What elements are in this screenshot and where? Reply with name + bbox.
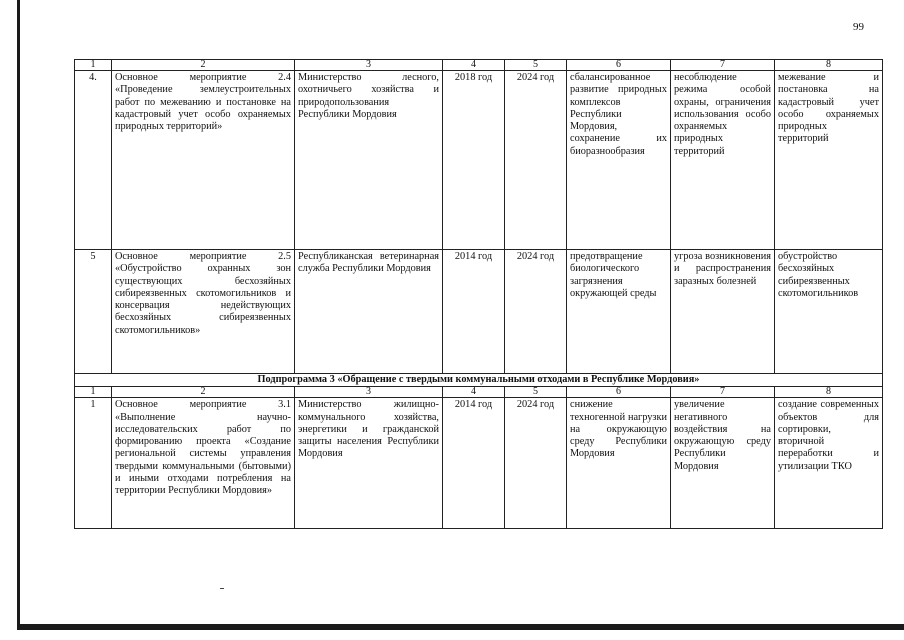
column-number: 6 (567, 60, 671, 71)
column-number: 7 (671, 60, 775, 71)
start-year: 2014 год (443, 250, 505, 374)
measures-table (74, 59, 883, 529)
measure-name: Основное мероприятие 2.5 «Обустройство охранных зон существующих бесхозяйных сибиреязвенных скотомогильников и консервация недействующих бесхозяйных сибиреязвенных скотомогильников» (112, 250, 295, 374)
expected-result: сбалансированное развитие природных комплексов Республики Мордовия, сохранение их биоразнообразия (567, 71, 671, 250)
column-number: 7 (671, 387, 775, 398)
end-year: 2024 год (505, 250, 567, 374)
column-number: 8 (775, 60, 883, 71)
column-number: 5 (505, 387, 567, 398)
subprogram-heading-row (75, 374, 883, 387)
column-number: 3 (295, 387, 443, 398)
scan-left-edge (17, 0, 20, 628)
non-implementation-consequences: угроза возникновения и распространения заразных болезней (671, 250, 775, 374)
table-row (75, 71, 883, 250)
expected-result: снижение техногенной нагрузки на окружающую среду Республики Мордовия (567, 398, 671, 529)
column-number: 4 (443, 387, 505, 398)
page-number: 99 (853, 21, 864, 33)
link-to-indicators: обустройство бесхозяйных сибиреязвенных скотомогильников (775, 250, 883, 374)
non-implementation-consequences: увеличение негативного воздействия на окружающую среду Республики Мордовия (671, 398, 775, 529)
scan-artifact (220, 588, 224, 589)
measure-name: Основное мероприятие 3.1 «Выполнение научно-исследовательских работ по формированию проекта «Создание региональной системы управления твердыми коммунальными (бытовыми) и иными отходами потребления на территории Республики Мордовия» (112, 398, 295, 529)
link-to-indicators: межевание и постановка на кадастровый учет особо охраняемых природных территорий (775, 71, 883, 250)
non-implementation-consequences: несоблюдение режима особой охраны, ограничения использования особо охраняемых природных территорий (671, 71, 775, 250)
column-number: 5 (505, 60, 567, 71)
responsible-executor: Министерство жилищно-коммунального хозяйства, энергетики и гражданской защиты населения Республики Мордовия (295, 398, 443, 529)
end-year: 2024 год (505, 398, 567, 529)
row-number: 5 (75, 250, 112, 374)
column-number: 1 (75, 387, 112, 398)
start-year: 2018 год (443, 71, 505, 250)
link-to-indicators: создание современных объектов для сортировки, вторичной переработки и утилизации ТКО (775, 398, 883, 529)
column-number: 8 (775, 387, 883, 398)
scan-bottom-edge (17, 624, 904, 630)
measure-name: Основное мероприятие 2.4 «Проведение землеустроительных работ по межеванию и постановке на кадастровый учет особо охраняемых природных территорий» (112, 71, 295, 250)
column-number-row (75, 387, 883, 398)
table-row (75, 250, 883, 374)
table-row (75, 398, 883, 529)
column-number: 3 (295, 60, 443, 71)
row-number: 1 (75, 398, 112, 529)
column-number: 4 (443, 60, 505, 71)
responsible-executor: Министерство лесного, охотничьего хозяйства и природопользования Республики Мордовия (295, 71, 443, 250)
responsible-executor: Республиканская ветеринарная служба Республики Мордовия (295, 250, 443, 374)
column-number: 1 (75, 60, 112, 71)
row-number: 4. (75, 71, 112, 250)
expected-result: предотвращение биологического загрязнения окружающей среды (567, 250, 671, 374)
column-number: 2 (112, 60, 295, 71)
subprogram-title: Подпрограмма 3 «Обращение с твердыми коммунальными отходами в Республике Мордовия» (75, 374, 883, 387)
column-number-row (75, 60, 883, 71)
column-number: 6 (567, 387, 671, 398)
end-year: 2024 год (505, 71, 567, 250)
column-number: 2 (112, 387, 295, 398)
start-year: 2014 год (443, 398, 505, 529)
